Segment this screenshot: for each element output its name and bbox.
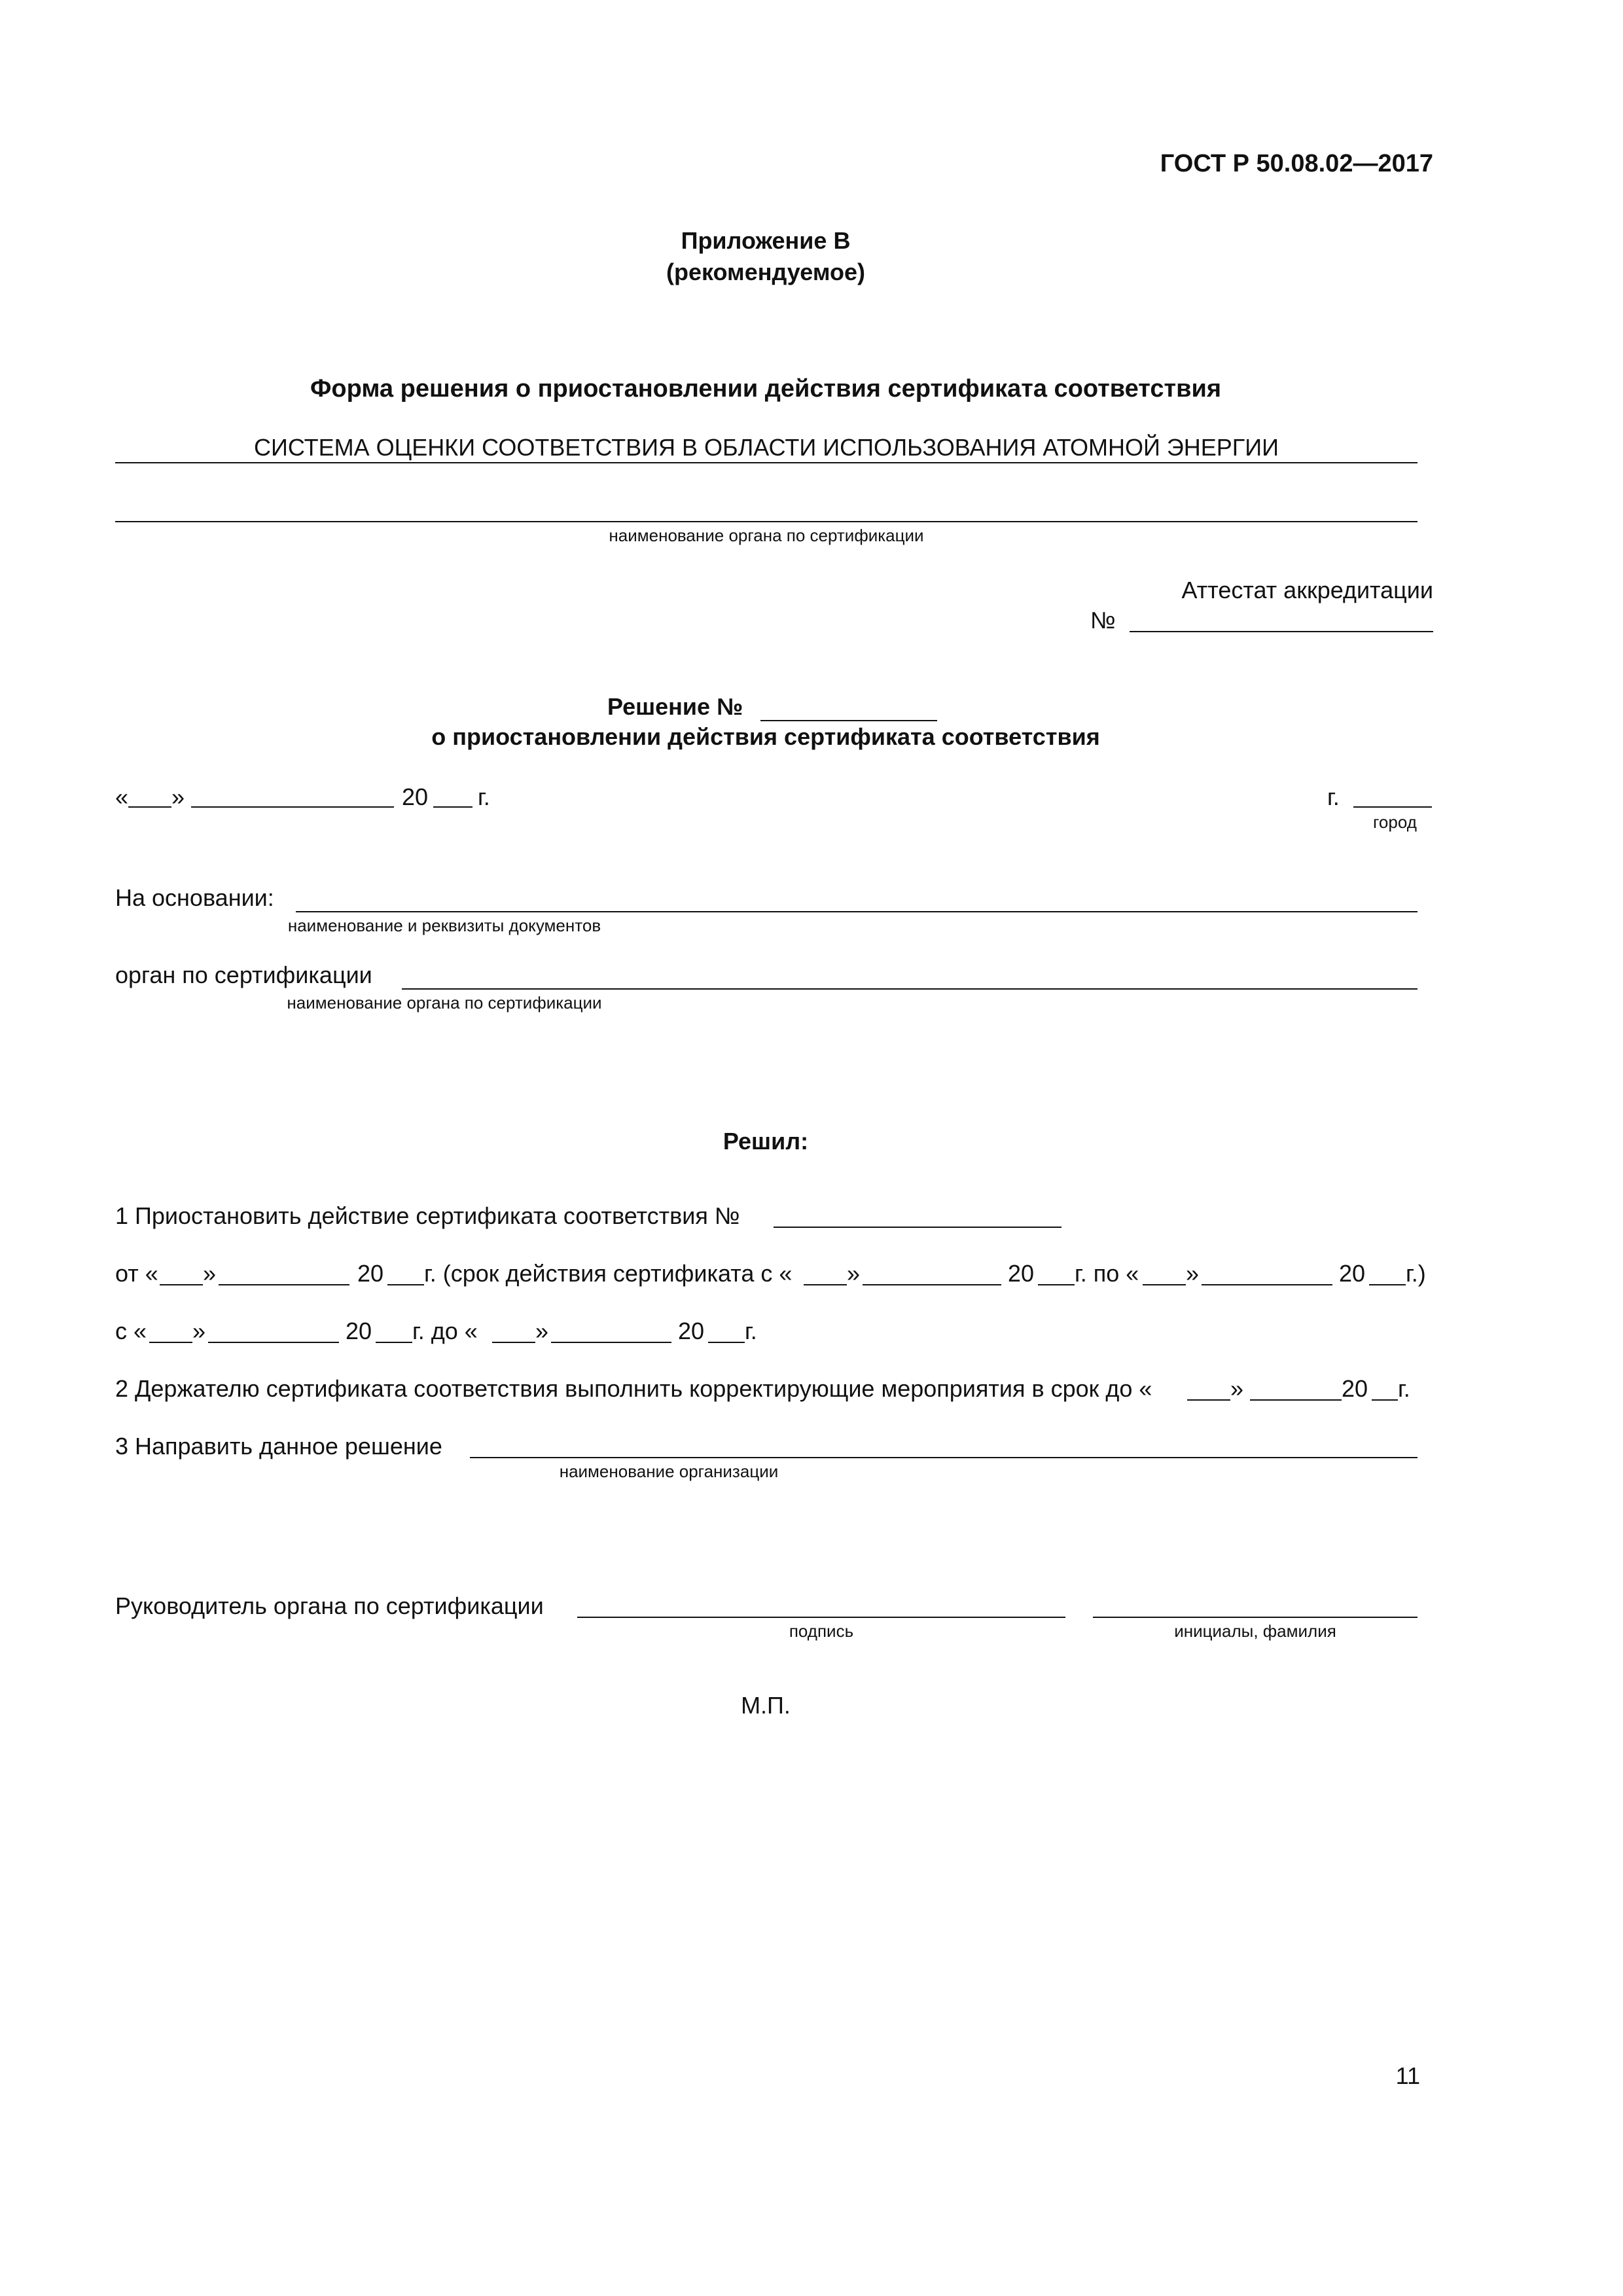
validity-from-month-line xyxy=(863,1284,1001,1285)
from-day-line xyxy=(160,1284,203,1285)
cert-body-fill-line xyxy=(402,988,1418,990)
cert-body-line xyxy=(115,521,1418,522)
date-year-prefix: 20 xyxy=(402,783,429,810)
cert-body-caption: наименование органа по сертификации xyxy=(609,526,924,545)
organization-caption: наименование организации xyxy=(559,1462,779,1481)
stamp-place: М.П. xyxy=(741,1692,791,1719)
decision-number-line xyxy=(760,720,937,721)
cert-body-caption-2: наименование органа по сертификации xyxy=(287,993,602,1013)
item-2-text: 2 Держателю сертификата соответствия выполнить корректирующие мероприятия в срок до « xyxy=(115,1375,1152,1402)
decision-subtitle: о приостановлении действия сертификата соответствия xyxy=(431,723,1100,750)
suspend-to-day-line xyxy=(492,1342,535,1343)
page-number: 11 xyxy=(1395,2062,1420,2089)
suspend-from-day-line xyxy=(149,1342,192,1343)
corrective-month-line xyxy=(1250,1399,1342,1401)
corrective-year-prefix: 20 xyxy=(1342,1375,1368,1402)
accreditation-number-line xyxy=(1130,631,1433,632)
suspend-from-month-line xyxy=(208,1342,339,1343)
from-close-quote: » xyxy=(203,1260,217,1287)
documents-caption: наименование и реквизиты документов xyxy=(287,916,601,935)
validity-from-year-prefix: 20 xyxy=(1008,1260,1035,1287)
basis-label: На основании: xyxy=(115,884,274,911)
with-prefix: с « xyxy=(115,1318,147,1344)
suspend-to-year-line xyxy=(708,1342,745,1343)
date-month-line xyxy=(191,806,394,808)
corrective-day-line xyxy=(1187,1399,1230,1401)
cert-body-label: орган по сертификации xyxy=(115,961,372,988)
system-name-underline xyxy=(115,462,1418,463)
date-year-line xyxy=(433,806,473,808)
city-caption: город xyxy=(1373,812,1417,832)
standard-designation: ГОСТ Р 50.08.02—2017 xyxy=(1160,150,1433,177)
validity-from-year-line xyxy=(1038,1284,1075,1285)
system-name: СИСТЕМА ОЦЕНКИ СООТВЕТСТВИЯ В ОБЛАСТИ ИСПОЛЬЗОВАНИЯ АТОМНОЙ ЭНЕРГИИ xyxy=(253,434,1279,461)
form-title: Форма решения о приостановлении действия сертификата соответствия xyxy=(310,375,1222,403)
suspend-from-close-quote: » xyxy=(192,1318,206,1344)
validity-from-close-quote: » xyxy=(847,1260,861,1287)
from-prefix: от « xyxy=(115,1260,158,1287)
validity-to-close-quote: » xyxy=(1186,1260,1200,1287)
date-close-quote: » xyxy=(171,783,185,810)
name-line xyxy=(1093,1617,1418,1618)
date-year-suffix: г. xyxy=(478,783,490,810)
date-open-quote: « xyxy=(115,783,129,810)
suspend-to-close-quote: » xyxy=(535,1318,549,1344)
suspend-to-year-prefix: 20 xyxy=(678,1318,705,1344)
close-paren: г.) xyxy=(1406,1260,1426,1287)
suspend-year-end: г. xyxy=(745,1318,757,1344)
corrective-year-line xyxy=(1372,1399,1398,1401)
validity-from-day-line xyxy=(804,1284,847,1285)
resolved-heading: Решил: xyxy=(722,1128,809,1155)
annex-status: (рекомендуемое) xyxy=(666,259,865,285)
item-3-text: 3 Направить данное решение xyxy=(115,1433,442,1460)
to-text: г. по « xyxy=(1075,1260,1139,1287)
signature-line xyxy=(577,1617,1065,1618)
from-month-line xyxy=(219,1284,349,1285)
validity-to-month-line xyxy=(1202,1284,1332,1285)
name-caption: инициалы, фамилия xyxy=(1174,1621,1336,1641)
from-year-line xyxy=(387,1284,424,1285)
suspend-from-year-line xyxy=(376,1342,412,1343)
accreditation-number-prefix: № xyxy=(1090,607,1116,634)
validity-text: г. (срок действия сертификата с « xyxy=(424,1260,793,1287)
from-year-prefix: 20 xyxy=(357,1260,384,1287)
signature-label: Руководитель органа по сертификации xyxy=(115,1592,544,1619)
city-prefix: г. xyxy=(1327,783,1340,810)
certificate-number-line xyxy=(774,1227,1061,1228)
suspend-to-month-line xyxy=(551,1342,671,1343)
validity-to-year-prefix: 20 xyxy=(1339,1260,1366,1287)
accreditation-label: Аттестат аккредитации xyxy=(1181,577,1433,603)
corrective-close-quote: » xyxy=(1230,1375,1244,1402)
signature-caption: подпись xyxy=(789,1621,854,1641)
city-line xyxy=(1353,806,1432,808)
suspend-from-year-prefix: 20 xyxy=(346,1318,372,1344)
organization-line xyxy=(470,1457,1418,1458)
validity-to-day-line xyxy=(1143,1284,1186,1285)
corrective-year-end: г. xyxy=(1398,1375,1410,1402)
annex-title: Приложение В xyxy=(681,227,851,254)
until-text: г. до « xyxy=(412,1318,478,1344)
item-1-text: 1 Приостановить действие сертификата соответствия № xyxy=(115,1202,740,1229)
decision-title: Решение № xyxy=(607,693,743,720)
validity-to-year-line xyxy=(1369,1284,1406,1285)
date-day-line xyxy=(128,806,171,808)
basis-line xyxy=(296,911,1418,912)
